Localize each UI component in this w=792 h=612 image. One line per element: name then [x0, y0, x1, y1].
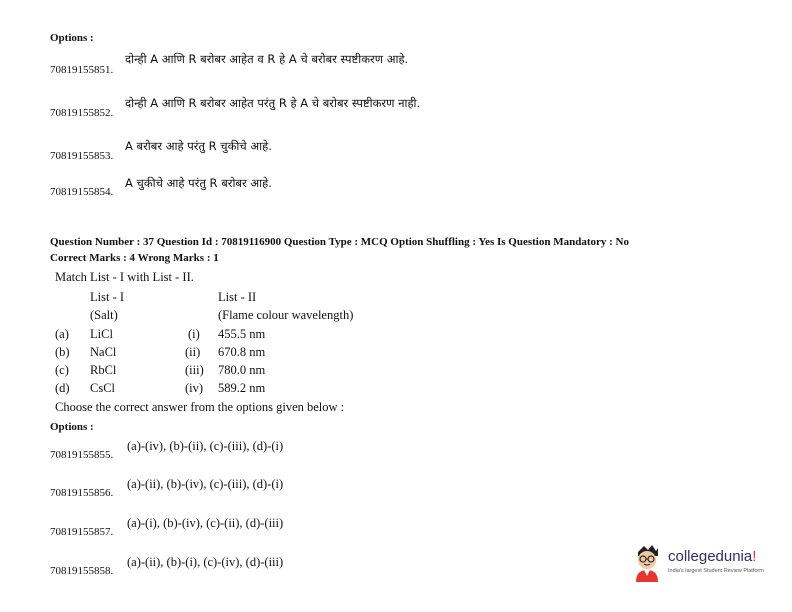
question-intro: Match List - I with List - II. [55, 270, 194, 284]
options-label: Options : [50, 421, 94, 433]
collegedunia-logo [630, 544, 780, 584]
list2-subtitle: (Flame colour wavelength) [218, 308, 354, 322]
list2-value: 589.2 nm [218, 381, 266, 395]
list1-value: RbCl [90, 363, 117, 377]
option-id: 70819155857. [50, 526, 114, 538]
option-id: 70819155851. [50, 64, 114, 76]
options-label: Options : [50, 32, 94, 44]
question-header: Question Number : 37 Question Id : 70819116900 Question Type : MCQ Option Shuffling : Yes Is Question Mandatory : No [50, 236, 629, 248]
option-text[interactable]: (a)-(i), (b)-(iv), (c)-(ii), (d)-(iii) [127, 516, 284, 530]
choose-instruction: Choose the correct answer from the options given below : [55, 400, 345, 414]
list2-value: 670.8 nm [218, 345, 266, 359]
list1-value: CsCl [90, 381, 116, 395]
list2-key: (i) [188, 327, 200, 341]
list2-key: (ii) [185, 345, 201, 359]
list2-value: 780.0 nm [218, 363, 266, 377]
option-text[interactable]: दोन्ही A आणि R बरोबर आहेत परंतु R हे A चे बरोबर स्पष्टीकरण नाही. [125, 96, 421, 110]
option-text[interactable]: (a)-(ii), (b)-(iv), (c)-(iii), (d)-(i) [127, 477, 284, 491]
list2-key: (iii) [185, 363, 204, 377]
brand-tagline: India's largest Student Review Platform [668, 568, 764, 574]
option-id: 70819155858. [50, 565, 114, 577]
list1-subtitle: (Salt) [90, 308, 118, 322]
list2-value: 455.5 nm [218, 327, 266, 341]
list1-key: (d) [55, 381, 70, 395]
brand-name: collegedunia! [668, 548, 757, 565]
list1-value: NaCl [90, 345, 117, 359]
list1-key: (a) [55, 327, 69, 341]
option-text[interactable]: A बरोबर आहे परंतु R चुकीचे आहे. [125, 139, 272, 153]
student-mascot-icon [630, 544, 664, 582]
option-text[interactable]: दोन्ही A आणि R बरोबर आहेत व R हे A चे बरोबर स्पष्टीकरण आहे. [125, 52, 409, 66]
option-text[interactable]: (a)-(ii), (b)-(i), (c)-(iv), (d)-(iii) [127, 555, 284, 569]
list2-key: (iv) [185, 381, 204, 395]
list2-title: List - II [218, 290, 257, 304]
option-text[interactable]: A चुकीचे आहे परंतु R बरोबर आहे. [125, 176, 272, 190]
list1-key: (b) [55, 345, 70, 359]
list1-key: (c) [55, 363, 69, 377]
list1-title: List - I [90, 290, 125, 304]
marks-header: Correct Marks : 4 Wrong Marks : 1 [50, 252, 219, 264]
option-id: 70819155854. [50, 186, 114, 198]
option-id: 70819155855. [50, 449, 114, 461]
option-text[interactable]: (a)-(iv), (b)-(ii), (c)-(iii), (d)-(i) [127, 439, 284, 453]
option-id: 70819155856. [50, 487, 114, 499]
option-id: 70819155853. [50, 150, 114, 162]
list1-value: LiCl [90, 327, 113, 341]
option-id: 70819155852. [50, 107, 114, 119]
